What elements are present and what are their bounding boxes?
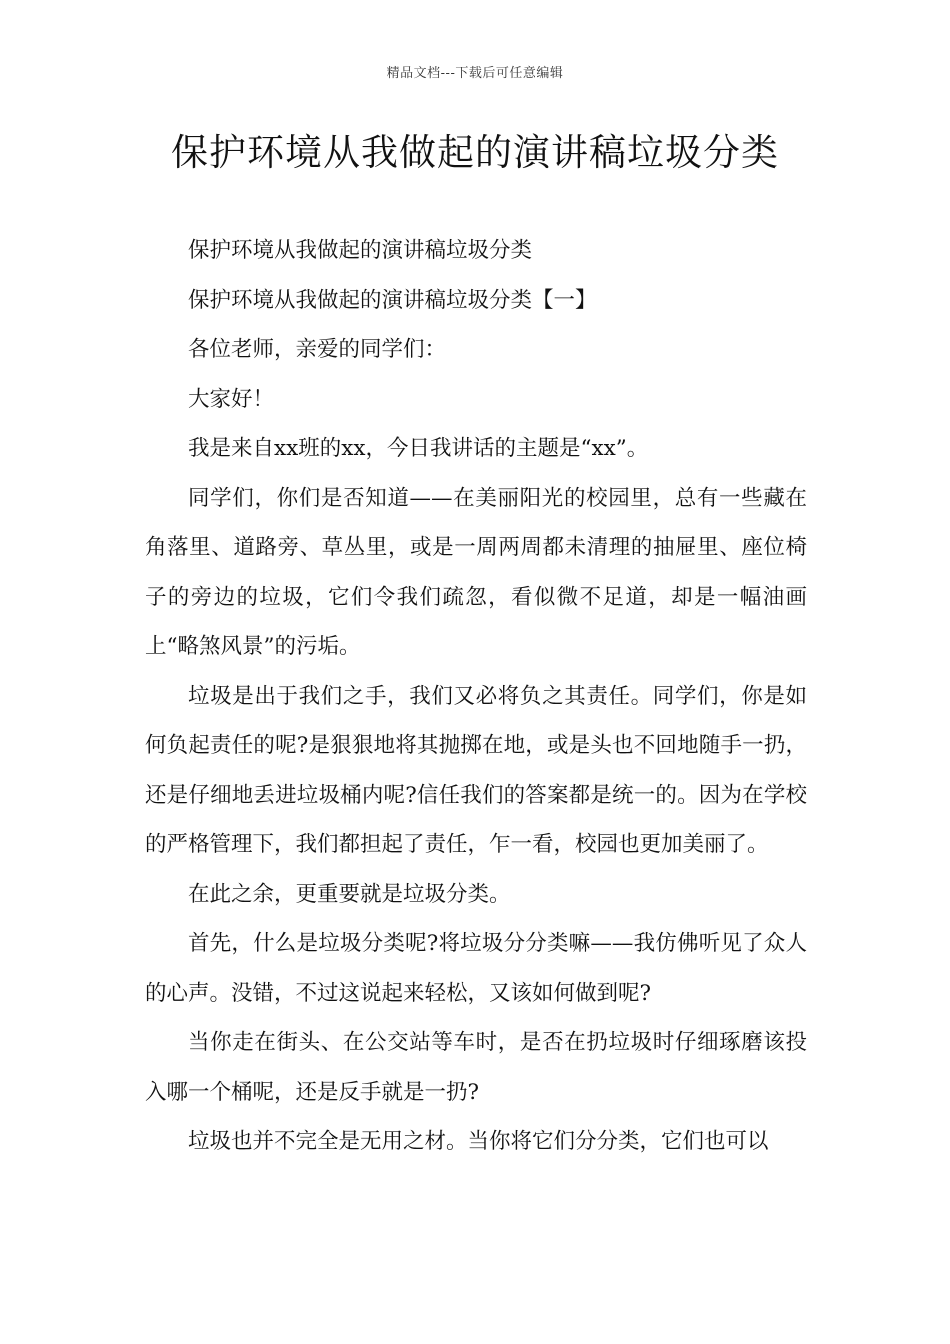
paragraph: 垃圾也并不完全是无用之材。当你将它们分分类，它们也可以: [188, 1129, 769, 1154]
paragraph: 首先，什么是垃圾分类呢?将垃圾分分类嘛——我仿佛听见了众人的心声。没错，不过这说起来轻松，又该如何做到呢?: [145, 931, 807, 1006]
paragraph: 保护环境从我做起的演讲稿垃圾分类: [188, 238, 533, 263]
paragraph: 各位老师，亲爱的同学们：: [188, 337, 447, 362]
paragraph: 我是来自xx班的xx，今日我讲话的主题是“xx”。: [188, 436, 649, 461]
paragraph: 保护环境从我做起的演讲稿垃圾分类【一】: [188, 287, 597, 313]
header-note: 精品文档---下载后可任意编辑: [386, 66, 564, 81]
paragraph: 大家好！: [188, 386, 275, 412]
paragraph: 垃圾是出于我们之手，我们又必将负之其责任。同学们，你是如何负起责任的呢?是狠狠地将其抛掷在地，或是头也不回地随手一扔，还是仔细地丢进垃圾桶内呢?信任我们的答案都是统一的。因为在学校的严格管理下，我们都担起了责任，乍一看，校园也更加美丽了。: [145, 683, 807, 857]
document-body: [145, 226, 807, 1167]
paragraph: 当你走在街头、在公交站等车时，是否在扔垃圾时仔细琢磨该投入哪一个桶呢，还是反手就是一扔?: [145, 1030, 807, 1105]
paragraph: 在此之余，更重要就是垃圾分类。: [188, 881, 511, 907]
document-title: 保护环境从我做起的演讲稿垃圾分类: [171, 131, 779, 174]
paragraph: 同学们，你们是否知道——在美丽阳光的校园里，总有一些藏在角落里、道路旁、草丛里，或是一周两周都未清理的抽屉里、座位椅子的旁边的垃圾，它们令我们疏忽，看似微不足道，却是一幅油画上“略煞风景”的污垢。: [145, 485, 807, 659]
